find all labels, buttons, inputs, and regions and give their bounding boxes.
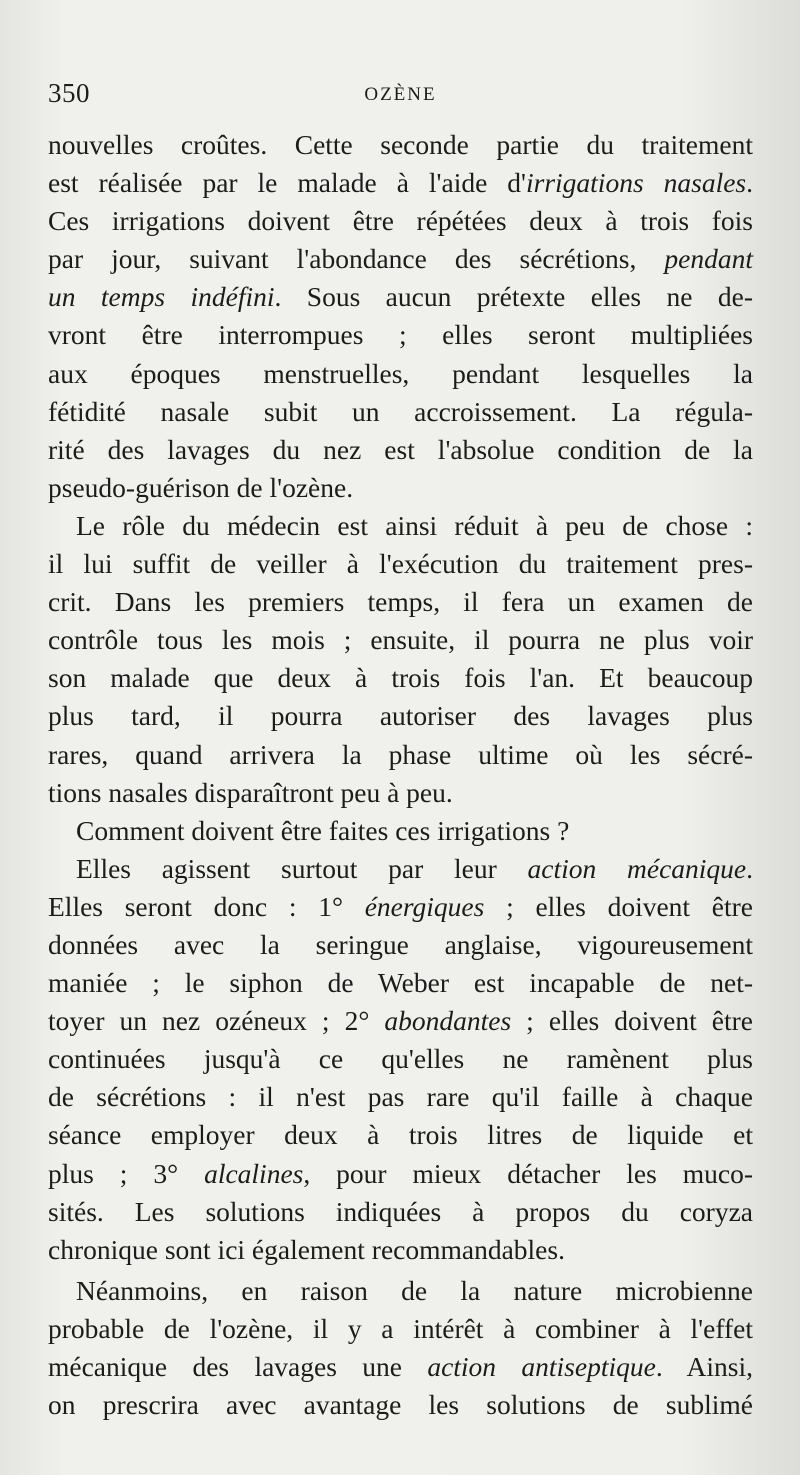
text-segment: . Ainsi, — [655, 1351, 753, 1382]
text-line — [48, 1272, 753, 1310]
text-segment: il lui suffit de veiller à l'exécution du traitement pres- — [48, 548, 753, 580]
text-segment: . Sous aucun prétexte elles ne de- — [274, 281, 753, 313]
text-segment: toyer un nez ozéneux ; 2° — [48, 1005, 385, 1037]
text-line — [48, 583, 753, 621]
text-segment: plus tard, il pourra autoriser des lavages plus — [48, 700, 753, 732]
text-segment: vront être interrompues ; elles seront multipliées — [48, 319, 753, 351]
text-segment: Elles agissent surtout par leur — [76, 852, 528, 884]
text-line — [48, 1116, 753, 1154]
text-line — [48, 659, 753, 697]
body-text — [48, 126, 753, 1424]
text-line — [48, 1002, 753, 1040]
text-line — [48, 469, 753, 507]
text-line — [48, 202, 753, 240]
text-segment: . — [746, 852, 753, 884]
text-line — [48, 888, 753, 926]
text-segment: rité des lavages du nez est l'absolue condition de la — [48, 433, 753, 465]
italic-text: énergiques — [364, 890, 485, 922]
italic-text: abondantes — [384, 1005, 512, 1037]
running-head: OZÈNE — [364, 84, 437, 105]
text-line — [48, 736, 753, 774]
text-line — [48, 1386, 753, 1424]
text-line — [48, 850, 753, 888]
text-line — [48, 278, 753, 316]
text-segment: mécanique des lavages une — [48, 1351, 428, 1382]
text-segment: Comment doivent être faites ces irrigations ? — [76, 814, 570, 846]
text-segment: ; elles doivent être — [511, 1005, 753, 1037]
text-line — [48, 355, 753, 393]
text-segment: fétidité nasale subit un accroissement. La régula- — [48, 395, 753, 427]
text-line — [48, 1155, 753, 1193]
text-line — [48, 1231, 753, 1269]
text-segment: sités. Les solutions indiquées à propos du coryza — [48, 1195, 753, 1227]
text-segment: Néanmoins, en raison de la nature microbienne — [76, 1274, 753, 1306]
text-segment: Ces irrigations doivent être répétées deux à trois fois — [48, 205, 753, 237]
text-segment: ; elles doivent être — [484, 890, 753, 922]
text-segment: on prescrira avec avantage les solutions de sublimé — [48, 1389, 753, 1421]
text-segment: aux époques menstruelles, pendant lesquelles la — [48, 357, 753, 389]
page-header — [48, 78, 753, 118]
page-number: 350 — [48, 78, 90, 108]
text-segment: maniée ; le siphon de Weber est incapable de net- — [48, 967, 753, 999]
text-line — [48, 507, 753, 545]
italic-text: pendant — [664, 243, 753, 275]
text-segment: est réalisée par le malade à l'aide d' — [48, 167, 526, 199]
text-line — [48, 1078, 753, 1116]
text-segment: . — [746, 167, 753, 199]
text-segment: , pour mieux détacher les muco- — [303, 1157, 753, 1189]
text-line — [48, 697, 753, 735]
text-segment: tions nasales disparaîtront peu à peu. — [48, 776, 453, 808]
text-segment: rares, quand arrivera la phase ultime où les sécré- — [48, 738, 753, 770]
text-line — [48, 1348, 753, 1386]
italic-text: action antiseptique — [427, 1351, 656, 1382]
text-line — [48, 240, 753, 278]
text-segment: probable de l'ozène, il y a intérêt à combiner à l'effet — [48, 1312, 753, 1344]
text-segment: crit. Dans les premiers temps, il fera un examen de — [48, 586, 753, 618]
italic-text: un temps indéfini — [48, 281, 275, 313]
text-segment: données avec la seringue anglaise, vigoureusement — [48, 928, 753, 960]
text-segment: Elles seront donc : 1° — [48, 890, 365, 922]
text-segment: pseudo-guérison de l'ozène. — [48, 471, 354, 503]
text-line — [48, 545, 753, 583]
text-line — [48, 964, 753, 1002]
text-segment: de sécrétions : il n'est pas rare qu'il faille à chaque — [48, 1081, 753, 1113]
text-line — [48, 126, 753, 164]
text-line — [48, 1040, 753, 1078]
text-line — [48, 1310, 753, 1348]
text-line — [48, 774, 753, 812]
text-segment: Le rôle du médecin est ainsi réduit à peu de chose : — [76, 509, 753, 541]
text-line — [48, 812, 753, 850]
text-segment: chronique sont ici également recommandables. — [48, 1233, 565, 1265]
text-line — [48, 926, 753, 964]
text-segment: par jour, suivant l'abondance des sécrétions, — [48, 243, 665, 275]
italic-text: alcalines — [204, 1157, 304, 1189]
italic-text: irrigations nasales — [525, 167, 747, 199]
text-segment: contrôle tous les mois ; ensuite, il pourra ne plus voir — [48, 624, 753, 656]
text-line — [48, 393, 753, 431]
text-line — [48, 164, 753, 202]
text-line — [48, 621, 753, 659]
text-segment: nouvelles croûtes. Cette seconde partie du traitement — [48, 129, 753, 160]
text-segment: plus ; 3° — [48, 1157, 205, 1189]
italic-text: action mécanique — [527, 852, 747, 884]
text-line — [48, 1193, 753, 1231]
text-line — [48, 431, 753, 469]
text-line — [48, 316, 753, 354]
text-segment: continuées jusqu'à ce qu'elles ne ramènent plus — [48, 1043, 753, 1075]
text-segment: séance employer deux à trois litres de liquide et — [48, 1119, 753, 1151]
text-segment: son malade que deux à trois fois l'an. Et beaucoup — [48, 662, 753, 694]
